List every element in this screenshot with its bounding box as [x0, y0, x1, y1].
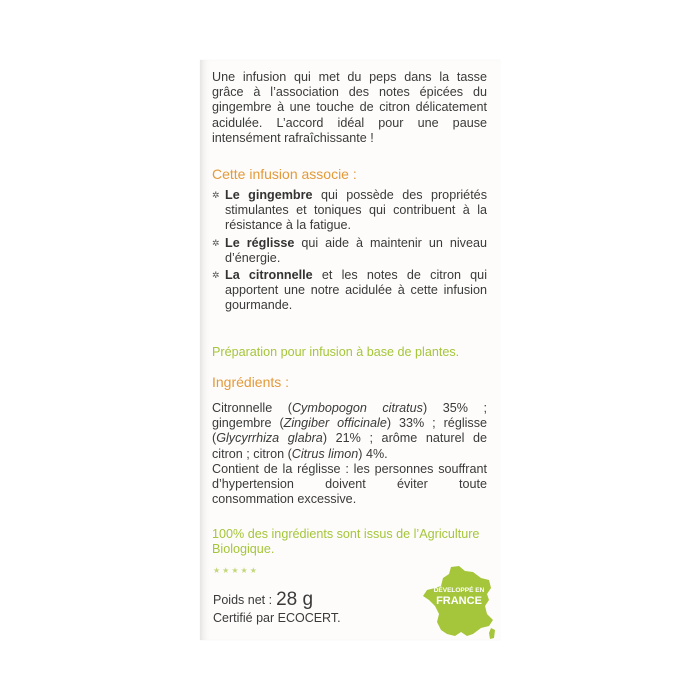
ingredients-segment: ) 35% ; gingembre ( [212, 401, 487, 431]
ingredients-segment: ) 21% ; arôme naturel de citron ; citron ( [212, 431, 488, 461]
warning-text: Contient de la réglisse : les personnes souffrant d’hypertension doivent éviter toute consommation excessive. [212, 461, 487, 507]
ingredients-text [212, 401, 487, 507]
star-bullet-icon: ✲ [212, 237, 220, 248]
list-item [212, 188, 487, 234]
list-item [212, 268, 487, 314]
bullet-text: qui aide à maintenir un niveau d’énergie. [225, 235, 487, 265]
preparation-text: Préparation pour infusion à base de plantes. [212, 345, 460, 359]
weight-label: Poids net : [213, 593, 273, 607]
latin-name: Zingiber officinale [283, 416, 387, 431]
bullet-bold: Le réglisse [225, 235, 295, 250]
benefits-list [212, 188, 487, 316]
intro-paragraph: Une infusion qui met du peps dans la tasse grâce à l’association des notes épicées du gingembre à une touche de citron délicatement acidulée. L’accord idéal pour une pause intensément rafraîchissante ! [212, 70, 487, 145]
certification: Certifié par ECOCERT. [213, 611, 341, 625]
star-bullet-icon: ✲ [212, 190, 220, 200]
star-bullet-icon: ✲ [212, 270, 220, 281]
list-item [212, 236, 487, 266]
ingredients-heading: Ingrédients : [212, 374, 290, 390]
decorative-stars: ★★★★★ [213, 566, 259, 575]
bullet-text: et les notes de citron qui apportent une notre acidulée à cette infusion gourmande. [225, 268, 487, 313]
badge-label [431, 588, 487, 607]
badge-line2: FRANCE [436, 594, 482, 607]
ingredients-segment: ) 33% ; réglisse ( [212, 416, 488, 446]
bullet-bold: La citronnelle [225, 268, 313, 283]
latin-name: Glycyrrhiza glabra [216, 431, 323, 446]
badge-line1: DÉVELOPPÉ EN [433, 587, 485, 594]
bullet-bold: Le gingembre [225, 188, 313, 202]
ingredients-segment: ) 4%. [358, 446, 388, 461]
weight-value: 28 g [276, 589, 314, 610]
organic-statement: 100% des ingrédients sont issus de l’Agriculture Biologique. [212, 527, 480, 557]
associe-heading: Cette infusion associe : [212, 166, 357, 182]
bullet-text: qui possède des propriétés stimulantes et toniques qui contribuent à la résistance à la fatigue. [225, 188, 487, 233]
ingredients-segment: Citronnelle ( [212, 401, 292, 415]
latin-name: Cymbopogon citratus [291, 401, 423, 415]
latin-name: Citrus limon [291, 446, 359, 461]
net-weight [213, 589, 313, 611]
